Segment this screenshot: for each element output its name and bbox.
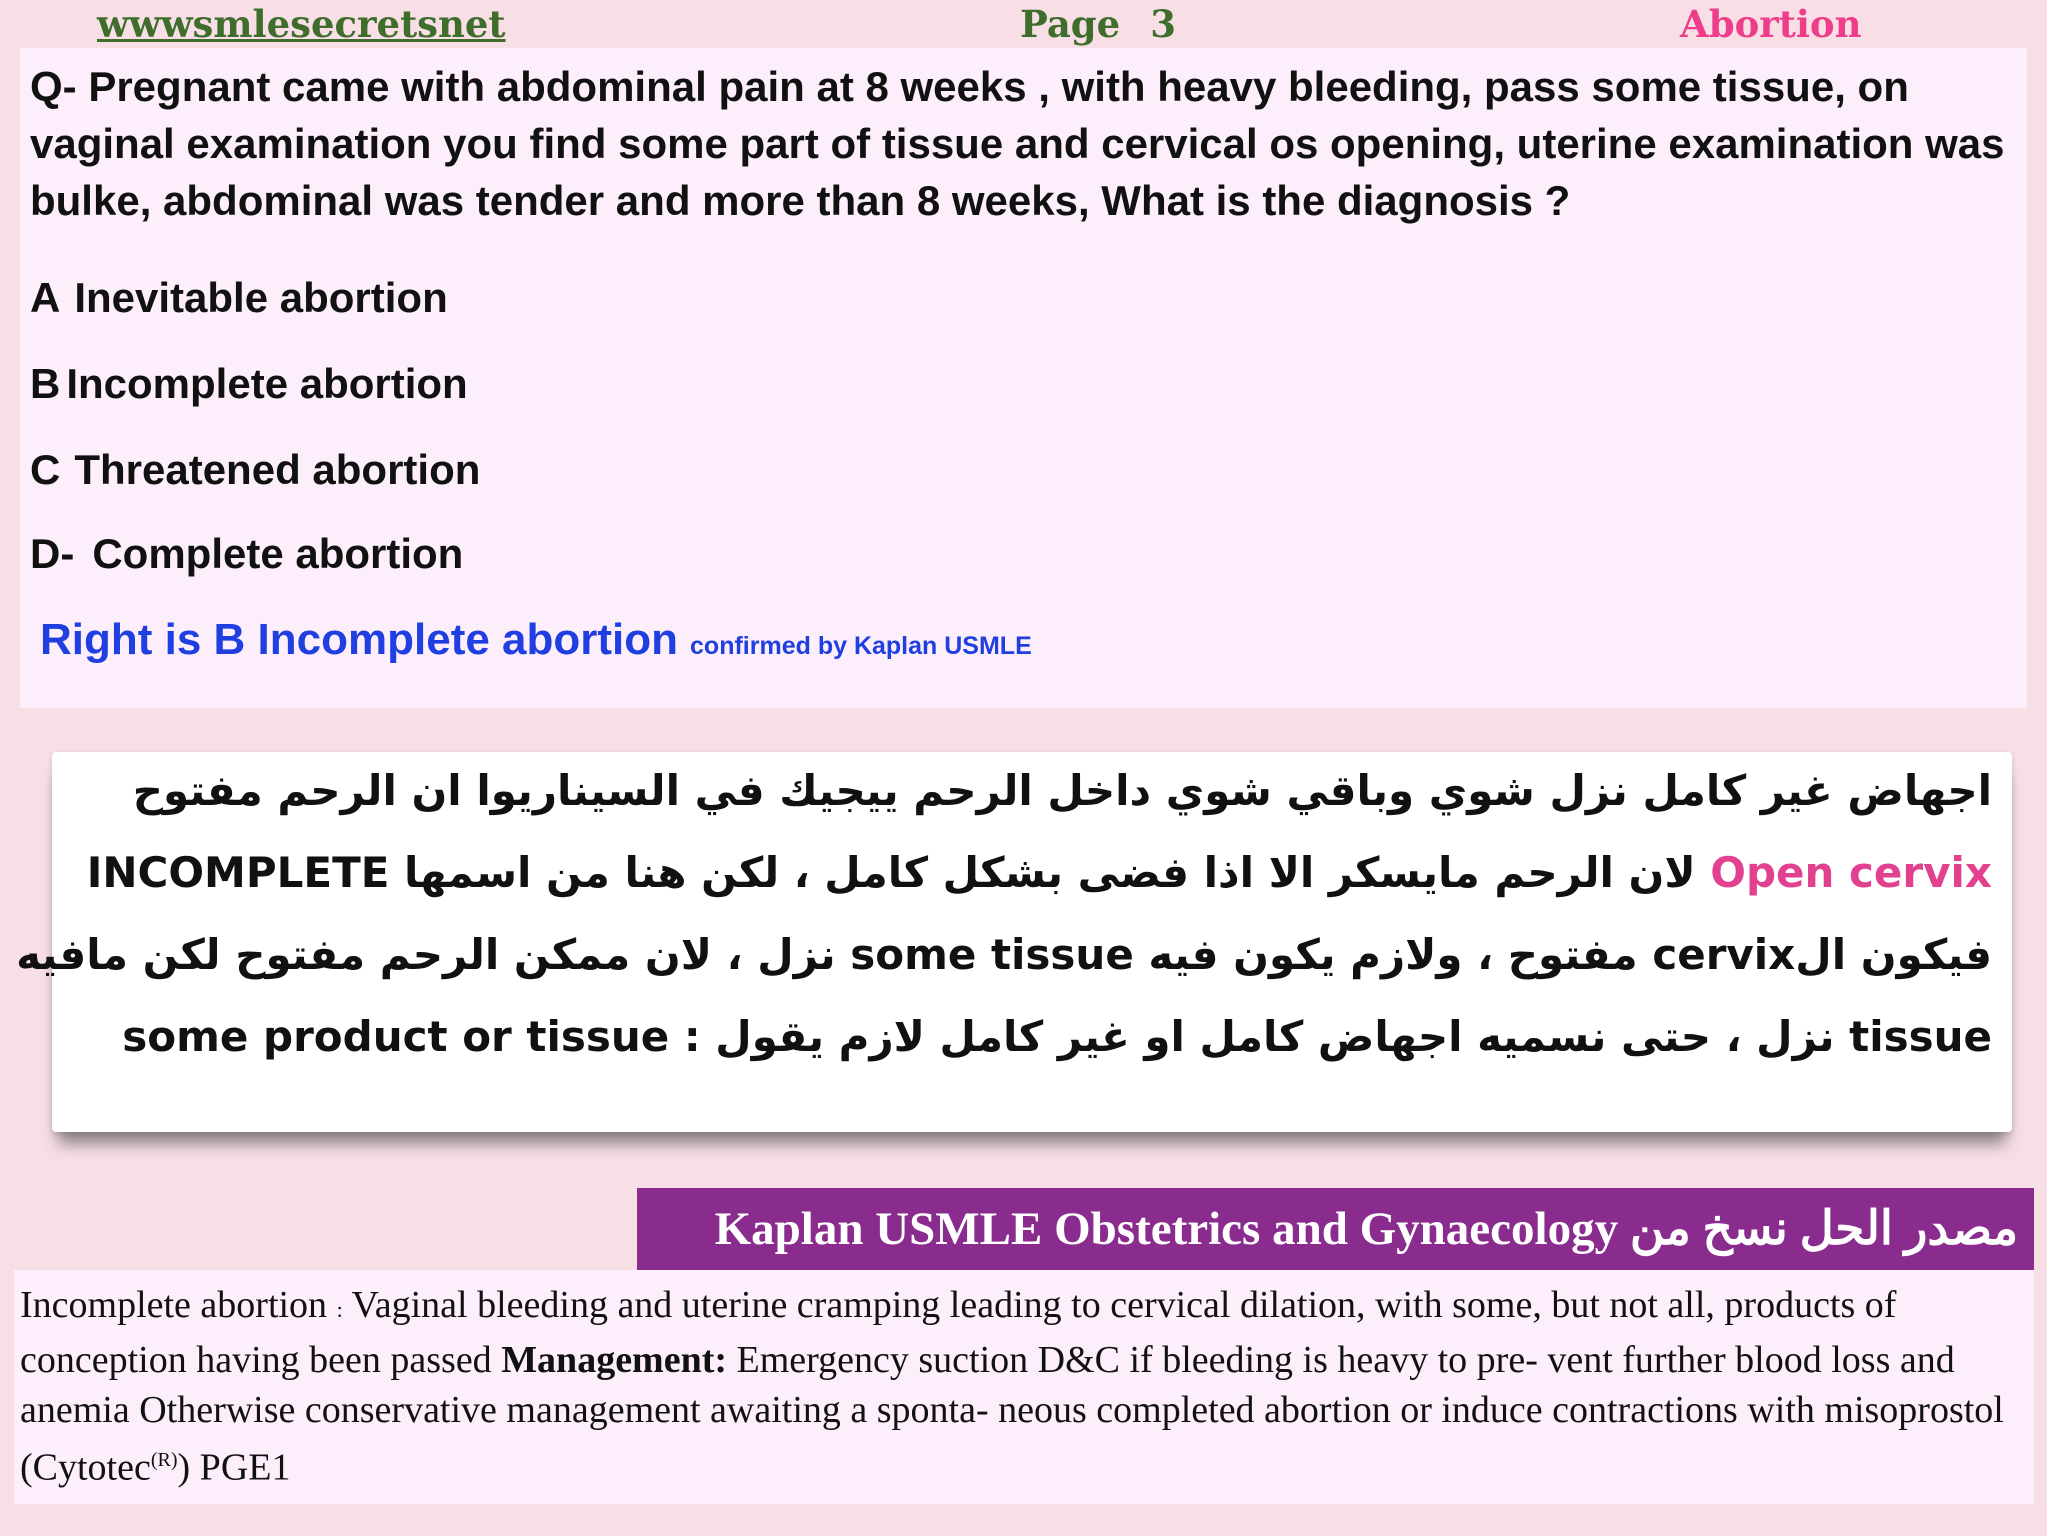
arabic-explanation-card — [16, 752, 2012, 1132]
explanation-separator: : — [336, 1297, 343, 1322]
note-line-2 — [86, 848, 1992, 897]
site-name: wwwsmlesecretsnet — [97, 2, 506, 46]
explanation-tail: ) PGE1 — [177, 1446, 291, 1489]
open-cervix-highlight: Open cervix — [1710, 848, 1992, 897]
note-line-3: فيكون الcervix مفتوح ، ولازم يكون فيه some tissue نزل ، لان ممكن الرحم مفتوح لكن مافيه — [16, 930, 1992, 979]
registered-mark: (R) — [150, 1449, 178, 1471]
explanation-definition: Vaginal bleeding and uterine cramping leading to cervical dilation, with some, but not all, products of conception having been passed — [20, 1284, 1897, 1381]
explanation-term: Incomplete abortion — [20, 1284, 328, 1326]
note-line-1: اجهاض غير كامل نزل شوي وباقي شوي داخل الرحم ييجيك في السيناريوا ان الرحم مفتوح — [132, 766, 1992, 815]
question-text: Q- Pregnant came with abdominal pain at 8 weeks , with heavy bleeding, pass some tissue, on vaginal examination you find some part of tissue and cervical os opening, uterine examination was bulke, abdominal was tender and more than 8 weeks, What is the diagnosis ? — [30, 63, 2005, 224]
explanation-panel — [14, 1270, 2034, 1504]
management-label: Management: — [501, 1339, 728, 1381]
management-text: Emergency suction D&C if bleeding is heavy to pre- vent further blood loss and anemia Otherwise conservative management awaiting a sponta- neous completed abortion or induce contractions with misoprostol (Cytotec — [20, 1339, 2004, 1489]
answer-line — [40, 615, 1032, 665]
option-text: Threatened abortion — [74, 446, 481, 493]
option-c — [30, 446, 480, 494]
option-text: Inevitable abortion — [74, 274, 448, 321]
note-line-4: tissue نزل ، حتى نسميه اجهاض كامل او غير كامل لازم يقول : some product or tissue — [122, 1012, 1992, 1061]
question-panel — [20, 48, 2027, 708]
option-text: Incomplete abortion — [66, 360, 468, 407]
option-letter: B — [30, 360, 61, 407]
option-letter: D- — [30, 530, 75, 577]
option-d — [30, 530, 463, 578]
note-line-2-text: لان الرحم مايسكر الا اذا فضى بشكل كامل ، لكن هنا من اسمها INCOMPLETE — [86, 848, 1711, 897]
page-indicator — [1020, 2, 1176, 48]
answer-source-note: confirmed by Kaplan USMLE — [690, 632, 1032, 660]
page-label: Page — [1020, 2, 1121, 46]
topic-title: Abortion — [1680, 2, 1862, 46]
option-b — [30, 360, 468, 408]
option-a — [30, 274, 448, 322]
option-letter: C — [30, 446, 61, 493]
option-text: Complete abortion — [92, 530, 464, 577]
option-letter: A — [30, 274, 61, 321]
source-banner: مصدر الحل نسخ من Kaplan USMLE Obstetrics and Gynaecology — [637, 1188, 2034, 1270]
answer-text: Right is B Incomplete abortion — [40, 615, 679, 664]
page-number: 3 — [1150, 2, 1176, 46]
explanation-text — [20, 1280, 2020, 1493]
